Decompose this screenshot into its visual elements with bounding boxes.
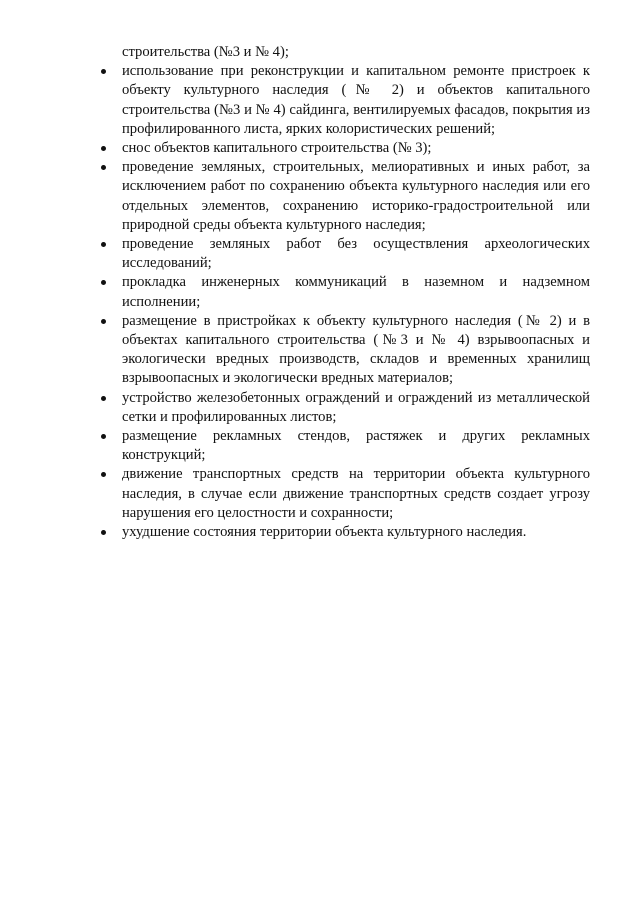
continuation-line: строительства (№3 и № 4); <box>122 44 289 60</box>
list-item-text: ухудшение состояния территории объекта культурного наследия. <box>122 524 527 541</box>
list-item <box>95 62 590 139</box>
list-item-text: проведение земляных, строительных, мелиоративных и иных работ, за исключением работ по сохранению объекта культурного наследия или его отдельных элементов, сохранению историко-градостроительной или природной среды объекта культурного наследия; <box>122 159 590 233</box>
list-item-text: использование при реконструкции и капитальном ремонте пристроек к объекту культурного наследия (№ 2) и объектов капитального строительства (№3 и № 4) сайдинга, вентилируемых фасадов, покрытия из профилированного листа, ярких колористических решений; <box>122 63 590 137</box>
bullet-icon <box>101 146 106 151</box>
bullet-icon <box>101 472 106 477</box>
bullet-icon <box>101 530 106 535</box>
list-item <box>95 312 590 389</box>
list-item <box>95 273 590 311</box>
list-item <box>95 389 590 427</box>
bullet-list <box>95 62 590 542</box>
list-item <box>95 465 590 523</box>
bullet-icon <box>101 69 106 74</box>
list-item <box>95 158 590 235</box>
bullet-icon <box>101 319 106 324</box>
list-item <box>95 235 590 273</box>
list-item-text: движение транспортных средств на территории объекта культурного наследия, в случае если движение транспортных средств создает угрозу нарушения его целостности и сохранности; <box>122 466 590 521</box>
bullet-icon <box>101 280 106 285</box>
bullet-icon <box>101 396 106 401</box>
document-body <box>95 43 590 542</box>
list-item-text: размещение в пристройках к объекту культурного наследия (№ 2) и в объектах капитального строительства (№3 и № 4) взрывоопасных и экологически вредных производств, складов и временных хранилищ взрывоопасных и экологически вредных материалов; <box>122 312 590 387</box>
list-item-text: снос объектов капитального строительства (№ 3); <box>122 140 432 157</box>
bullet-icon <box>101 434 106 439</box>
list-item <box>95 523 590 542</box>
list-item-text: проведение земляных работ без осуществления археологических исследований; <box>122 236 590 272</box>
list-item-text: размещение рекламных стендов, растяжек и других рекламных конструкций; <box>122 428 590 464</box>
list-item <box>95 427 590 465</box>
list-item-text: прокладка инженерных коммуникаций в наземном и надземном исполнении; <box>122 274 590 310</box>
list-item-text: устройство железобетонных ограждений и ограждений из металлической сетки и профилированных листов; <box>122 389 590 425</box>
list-item <box>95 139 590 158</box>
bullet-icon <box>101 242 106 247</box>
bullet-icon <box>101 165 106 170</box>
